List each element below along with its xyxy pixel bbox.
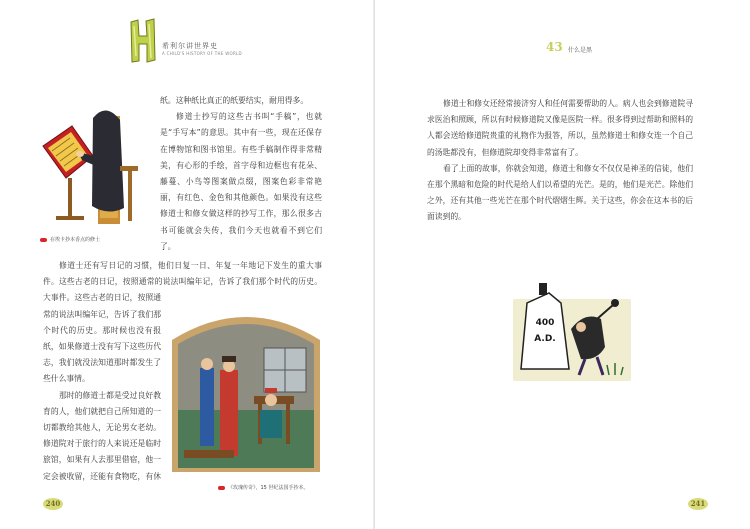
chapter-title: 什么是黑 (568, 47, 593, 54)
paragraph: 看了上面的故事，你就会知道，修道士和修女不仅仅是神圣的信徒，他们在那个黑暗和危险的时代是给人们以希望的光芒。是的，他们是光芒。除他们之外，还有其他一些光芒在那个时代熠熠生辉。关于这些，你会在这本书的后面读到的。 (427, 163, 693, 222)
page-number-right: 241 (685, 496, 711, 512)
paragraph: 修道士抄写的这些古书叫“手稿”，也就是“手写本”的意思。其中有一些，现在还保存在博物馆和图书馆里。有些手稿制作得非常精美，有心形的手绘，首字母和边框也有花朵、藤蔓、小鸟等图案做点缀，图案色彩非常艳丽，有红色、金色和其他颜色。如果没有这些修道士和修女做这样的抄写工作，那么很多古书可能就会失传，我们今天也就看不到它们了。 (160, 112, 322, 251)
page-number-left: 240 (40, 496, 66, 512)
image2-caption: 《玫瑰传奇》，15 世纪法国手抄本。 (218, 484, 308, 491)
right-page (375, 0, 750, 529)
left-text-block-1 (160, 93, 322, 255)
paragraph: 那时的修道士都是受过良好教育的人，他们就把自己所知道的一切都教给其他人，无论男女老幼。修道院对于旅行的人来说还是临时旅馆，如果有人去那里借宿，他一定会被收留，还能有食物吃，有休 (43, 390, 161, 481)
paragraph: 纸。这种纸比真正的纸要结实，耐用得多。 (160, 96, 309, 105)
image1-caption: 在埃卡抄本香点的修士 (40, 236, 100, 243)
left-text-block-2 (43, 290, 161, 486)
manuscript-scene-illustration (170, 300, 322, 472)
series-subtitle: A CHILD'S HISTORY OF THE WORLD (162, 51, 242, 56)
paragraph: 大事件。这些古老的日记，按照通常的说法叫编年记，告诉了我们那个时代的历史。那时候也没有报纸，如果修道士没有写下这些历代志，我们就没法知道那时都发生了些什么事情。 (43, 293, 161, 384)
stone-carver-illustration (505, 275, 635, 383)
left-text-block-2-top (43, 258, 322, 292)
paragraph: 修道士还有写日记的习惯，他们日复一日、年复一年地记下发生的重大事件。这些古老的日记，按照通常的说法叫编年记，告诉了我们那个时代的历史。 (43, 261, 322, 287)
right-text-block (427, 96, 693, 226)
series-logo-h-icon (128, 18, 158, 64)
chapter-number: 43 (546, 40, 563, 54)
caption-bullet-icon (218, 486, 225, 490)
monk-illustration (38, 96, 143, 226)
series-title: 希利尔讲世界史 (162, 42, 218, 50)
caption-bullet-icon (40, 238, 47, 242)
svg-text:400: 400 (535, 318, 555, 328)
svg-text:A.D.: A.D. (534, 334, 556, 344)
paragraph: 修道士和修女还经常接济穷人和任何需要帮助的人。病人也会到修道院寻求医治和照顾，所以有时候修道院又像是医院一样。很多得到过帮助和照料的人都会送给修道院贵重的礼物作为报答，所以，虽然修道士和修女连一个自己的汤匙都没有，但修道院却变得非常富有了。 (427, 99, 693, 157)
